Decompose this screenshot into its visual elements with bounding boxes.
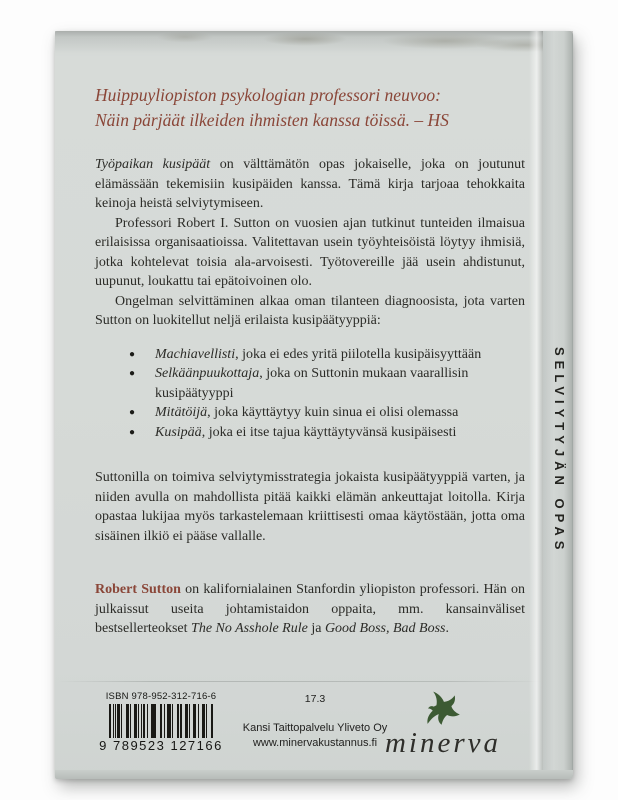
press-quote-line-1: Huippuyliopiston psykologian professori neuvoo: [95, 85, 441, 105]
press-quote [95, 83, 525, 133]
book-back-cover [55, 31, 573, 779]
asshole-type-list [95, 345, 525, 443]
bio-text-3: . [445, 621, 449, 636]
list-item-rest: , joka ei edes yritä piilotella kusipäisyyttään [235, 346, 482, 362]
bullet-icon: ● [129, 348, 136, 360]
isbn-barcode-block [99, 691, 223, 753]
author-bio [95, 580, 525, 639]
author-name: Robert Sutton [95, 582, 181, 597]
list-item-lead: Machiavellisti [155, 346, 236, 362]
list-item [129, 423, 525, 443]
bio-book-title-2: Good Boss, Bad Boss [324, 621, 446, 636]
list-item [129, 345, 525, 365]
research-paragraph: Professori Robert I. Sutton on vuosien ajan tutkinut tunteiden ilmaisua erilaisissa organisaatioissa. Valitettavan usein työyhteisöistä löytyy ihmisiä, jotka kohtelevat toisia ala-arvoisesti. Työtovereille jää usein ahdistunut, uupunut, loukattu tai epätoivoinen olo. [95, 215, 525, 289]
list-item-lead: Mitätöijä [155, 405, 208, 420]
ean-barcode-icon [109, 704, 213, 738]
list-item-rest: , joka käyttäytyy kuin sinua ei olisi olemassa [207, 405, 459, 420]
book-spine [543, 31, 573, 779]
bullet-icon: ● [129, 407, 136, 418]
strategy-paragraph: Suttonilla on toimiva selviytymisstrategia jokaista kusipäätyyppiä varten, ja niiden avulla on mahdollista pitää kaikki elämän ankeuttajat loitolla. Kirja opastaa lukijaa myös tarkastelemaan kriittisesti omaa käytöstään, jotta oma sisäinen ilkiö ei pääse vallalle. [95, 470, 525, 544]
intro-paragraph [95, 155, 525, 214]
list-item-rest: , joka on Suttonin mukaan vaarallisin kusipäätyyppi [155, 366, 469, 401]
bio-text-2: ja [307, 621, 325, 636]
bullet-icon: ● [129, 426, 136, 438]
list-item-text [155, 364, 525, 403]
cover-fold-highlight [529, 31, 543, 779]
list-item [129, 403, 525, 423]
publisher-site: www.minervakustannus.fi [252, 737, 378, 749]
list-item-text [155, 345, 481, 365]
crease-line [57, 681, 543, 682]
minerva-bird-icon [419, 687, 467, 729]
publisher-name: minerva [384, 727, 502, 759]
isbn-label: ISBN 978-952-312-716-6 [105, 691, 217, 702]
print-code: 17.3 [304, 693, 326, 705]
intro-paragraph-text: on välttämätön opas jokaiselle, joka on joutunut elämässään tekemisiin kusipäiden kanssa. Tämä kirja tarjoaa tehokkaita keinoja heistä selviytymiseen. [95, 157, 525, 211]
spine-title: SELVIYTYJÄN OPAS [552, 347, 567, 555]
bio-text-1: on kalifornialainen Stanfordin yliopiston professori. Hän on julkaissut useita johtamistaidon oppaita, mm. kansainväliset bestsellerteokset [95, 582, 525, 636]
press-quote-line-2: Näin pärjäät ilkeiden ihmisten kanssa töissä. – HS [95, 110, 449, 130]
bullet-icon: ● [129, 368, 136, 379]
print-credits [240, 693, 390, 751]
cover-credit: Kansi Taittopalvelu Yliveto Oy [242, 722, 388, 734]
list-item-rest: , joka ei itse tajua käyttäytyvänsä kusipäisesti [201, 424, 457, 440]
list-item-lead: Kusipää [155, 424, 202, 440]
back-cover-text [95, 31, 525, 639]
list-item-lead: Selkäänpuukottaja [155, 366, 260, 381]
diagnosis-paragraph: Ongelman selvittäminen alkaa oman tilanteen diagnoosista, jota varten Sutton on luokitellut neljä erilaista kusipäätyyppiä: [95, 293, 525, 328]
list-item-text [155, 423, 456, 443]
book-title-mention: Työpaikan kusipäät [95, 157, 211, 172]
book-bottom-edge [55, 770, 573, 779]
list-item [129, 364, 525, 403]
barcode-digits: 9 789523 127166 [99, 738, 223, 753]
publisher-logo [373, 687, 513, 760]
list-item-text [155, 403, 458, 423]
bio-book-title-1: The No Asshole Rule [191, 621, 308, 636]
